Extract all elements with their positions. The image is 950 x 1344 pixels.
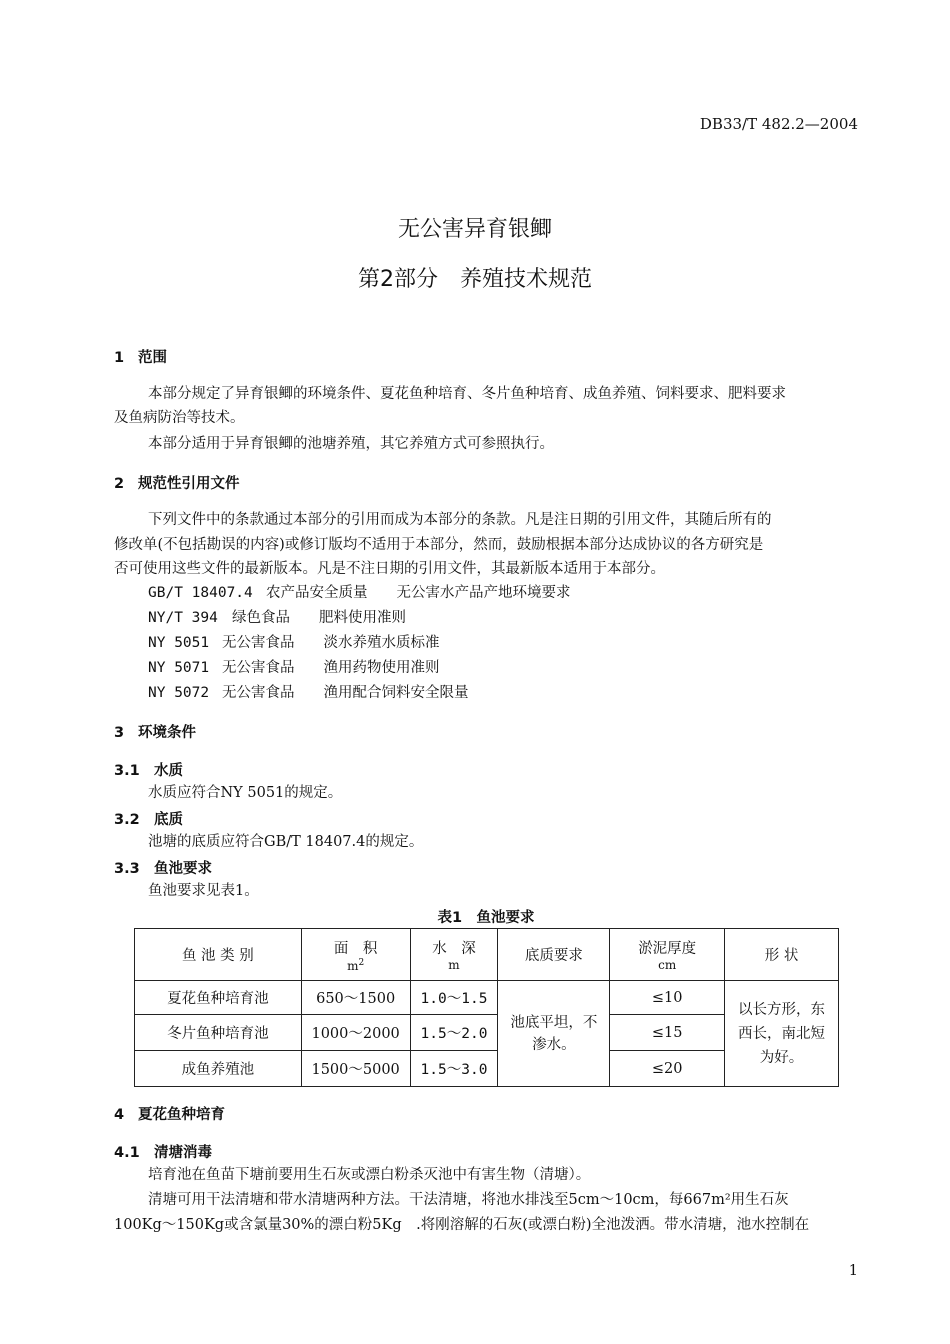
- cell-depth: 1.0～1.5: [410, 981, 498, 1015]
- paragraph: 本部分适用于异育银鲫的池塘养殖，其它养殖方式可参照执行。: [148, 436, 554, 452]
- cell-type: 冬片鱼种培育池: [135, 1015, 302, 1051]
- paragraph: 修改单(不包括勘误的内容)或修订版均不适用于本部分，然而，鼓励根据本部分达成协议的各方研究是: [114, 537, 764, 553]
- cell-area: 1500～5000: [301, 1051, 410, 1087]
- section-heading-1: 1 范围: [114, 350, 167, 366]
- paragraph: 水质应符合NY 5051的规定。: [148, 785, 343, 801]
- section-heading-4: 4 夏花鱼种培育: [114, 1107, 225, 1123]
- paragraph: 否可使用这些文件的最新版本。凡是不注日期的引用文件，其最新版本适用于本部分。: [114, 561, 665, 577]
- cell-silt: ≤20: [610, 1051, 725, 1087]
- cell-area: 650～1500: [301, 981, 410, 1015]
- paragraph: 本部分规定了异育银鲫的环境条件、夏花鱼种培育、冬片鱼种培育、成鱼养殖、饲料要求、肥料要求: [148, 386, 786, 402]
- cell-silt: ≤10: [610, 981, 725, 1015]
- subsection-heading-3-1: 3.1 水质: [114, 763, 183, 779]
- paragraph: 100Kg～150Kg或含氯量30%的漂白粉5Kg .将刚溶解的石灰(或漂白粉)全池泼洒。带水清塘，池水控制在: [114, 1217, 810, 1233]
- section-heading-2: 2 规范性引用文件: [114, 476, 240, 492]
- cell-type: 成鱼养殖池: [135, 1051, 302, 1087]
- paragraph: 清塘可用干法清塘和带水清塘两种方法。干法清塘，将池水排浅至5cm～10cm，每667m²用生石灰: [148, 1192, 789, 1208]
- cell-depth: 1.5～3.0: [410, 1051, 498, 1087]
- header-depth: 水 深 m: [410, 929, 498, 981]
- header-pond-type: 鱼 池 类 别: [135, 929, 302, 981]
- cell-silt: ≤15: [610, 1015, 725, 1051]
- table-row: [135, 981, 839, 1015]
- cell-shape-merged: 以长方形，东 西长，南北短 为好。: [725, 981, 839, 1087]
- subsection-heading-3-2: 3.2 底质: [114, 812, 183, 828]
- reference-item: NY 5071 无公害食品 渔用药物使用准则: [148, 660, 440, 676]
- reference-item: NY 5051 无公害食品 淡水养殖水质标准: [148, 635, 440, 651]
- table-header-row: [135, 929, 839, 981]
- paragraph: 培育池在鱼苗下塘前要用生石灰或漂白粉杀灭池中有害生物（清塘）。: [148, 1167, 591, 1183]
- paragraph: 鱼池要求见表1。: [148, 883, 259, 899]
- document-number: DB33/T 482.2—2004: [699, 115, 858, 133]
- cell-bottom-merged: 池底平坦，不 渗水。: [498, 981, 610, 1087]
- table-caption: 表1 鱼池要求: [437, 910, 535, 926]
- header-shape: 形 状: [725, 929, 839, 981]
- page-number: 1: [848, 1263, 858, 1279]
- reference-item: NY/T 394 绿色食品 肥料使用准则: [148, 610, 406, 626]
- document-subtitle: 第2部分 养殖技术规范: [358, 267, 592, 292]
- section-heading-3: 3 环境条件: [114, 725, 196, 741]
- cell-depth: 1.5～2.0: [410, 1015, 498, 1051]
- fish-pond-requirements-table: [134, 928, 839, 1087]
- header-bottom: 底质要求: [498, 929, 610, 981]
- header-silt: 淤泥厚度 cm: [610, 929, 725, 981]
- header-area: 面 积 $m^2$: [301, 929, 410, 981]
- reference-item: GB/T 18407.4 农产品安全质量 无公害水产品产地环境要求: [148, 585, 571, 601]
- cell-type: 夏花鱼种培育池: [135, 981, 302, 1015]
- subsection-heading-3-3: 3.3 鱼池要求: [114, 861, 212, 877]
- reference-item: NY 5072 无公害食品 渔用配合饲料安全限量: [148, 685, 469, 701]
- paragraph: 下列文件中的条款通过本部分的引用而成为本部分的条款。凡是注日期的引用文件，其随后所有的: [148, 512, 772, 528]
- document-title: 无公害异育银鲫: [397, 217, 552, 242]
- paragraph: 池塘的底质应符合GB/T 18407.4的规定。: [148, 834, 424, 850]
- cell-area: 1000～2000: [301, 1015, 410, 1051]
- subsection-heading-4-1: 4.1 清塘消毒: [114, 1145, 212, 1161]
- paragraph: 及鱼病防治等技术。: [114, 410, 245, 426]
